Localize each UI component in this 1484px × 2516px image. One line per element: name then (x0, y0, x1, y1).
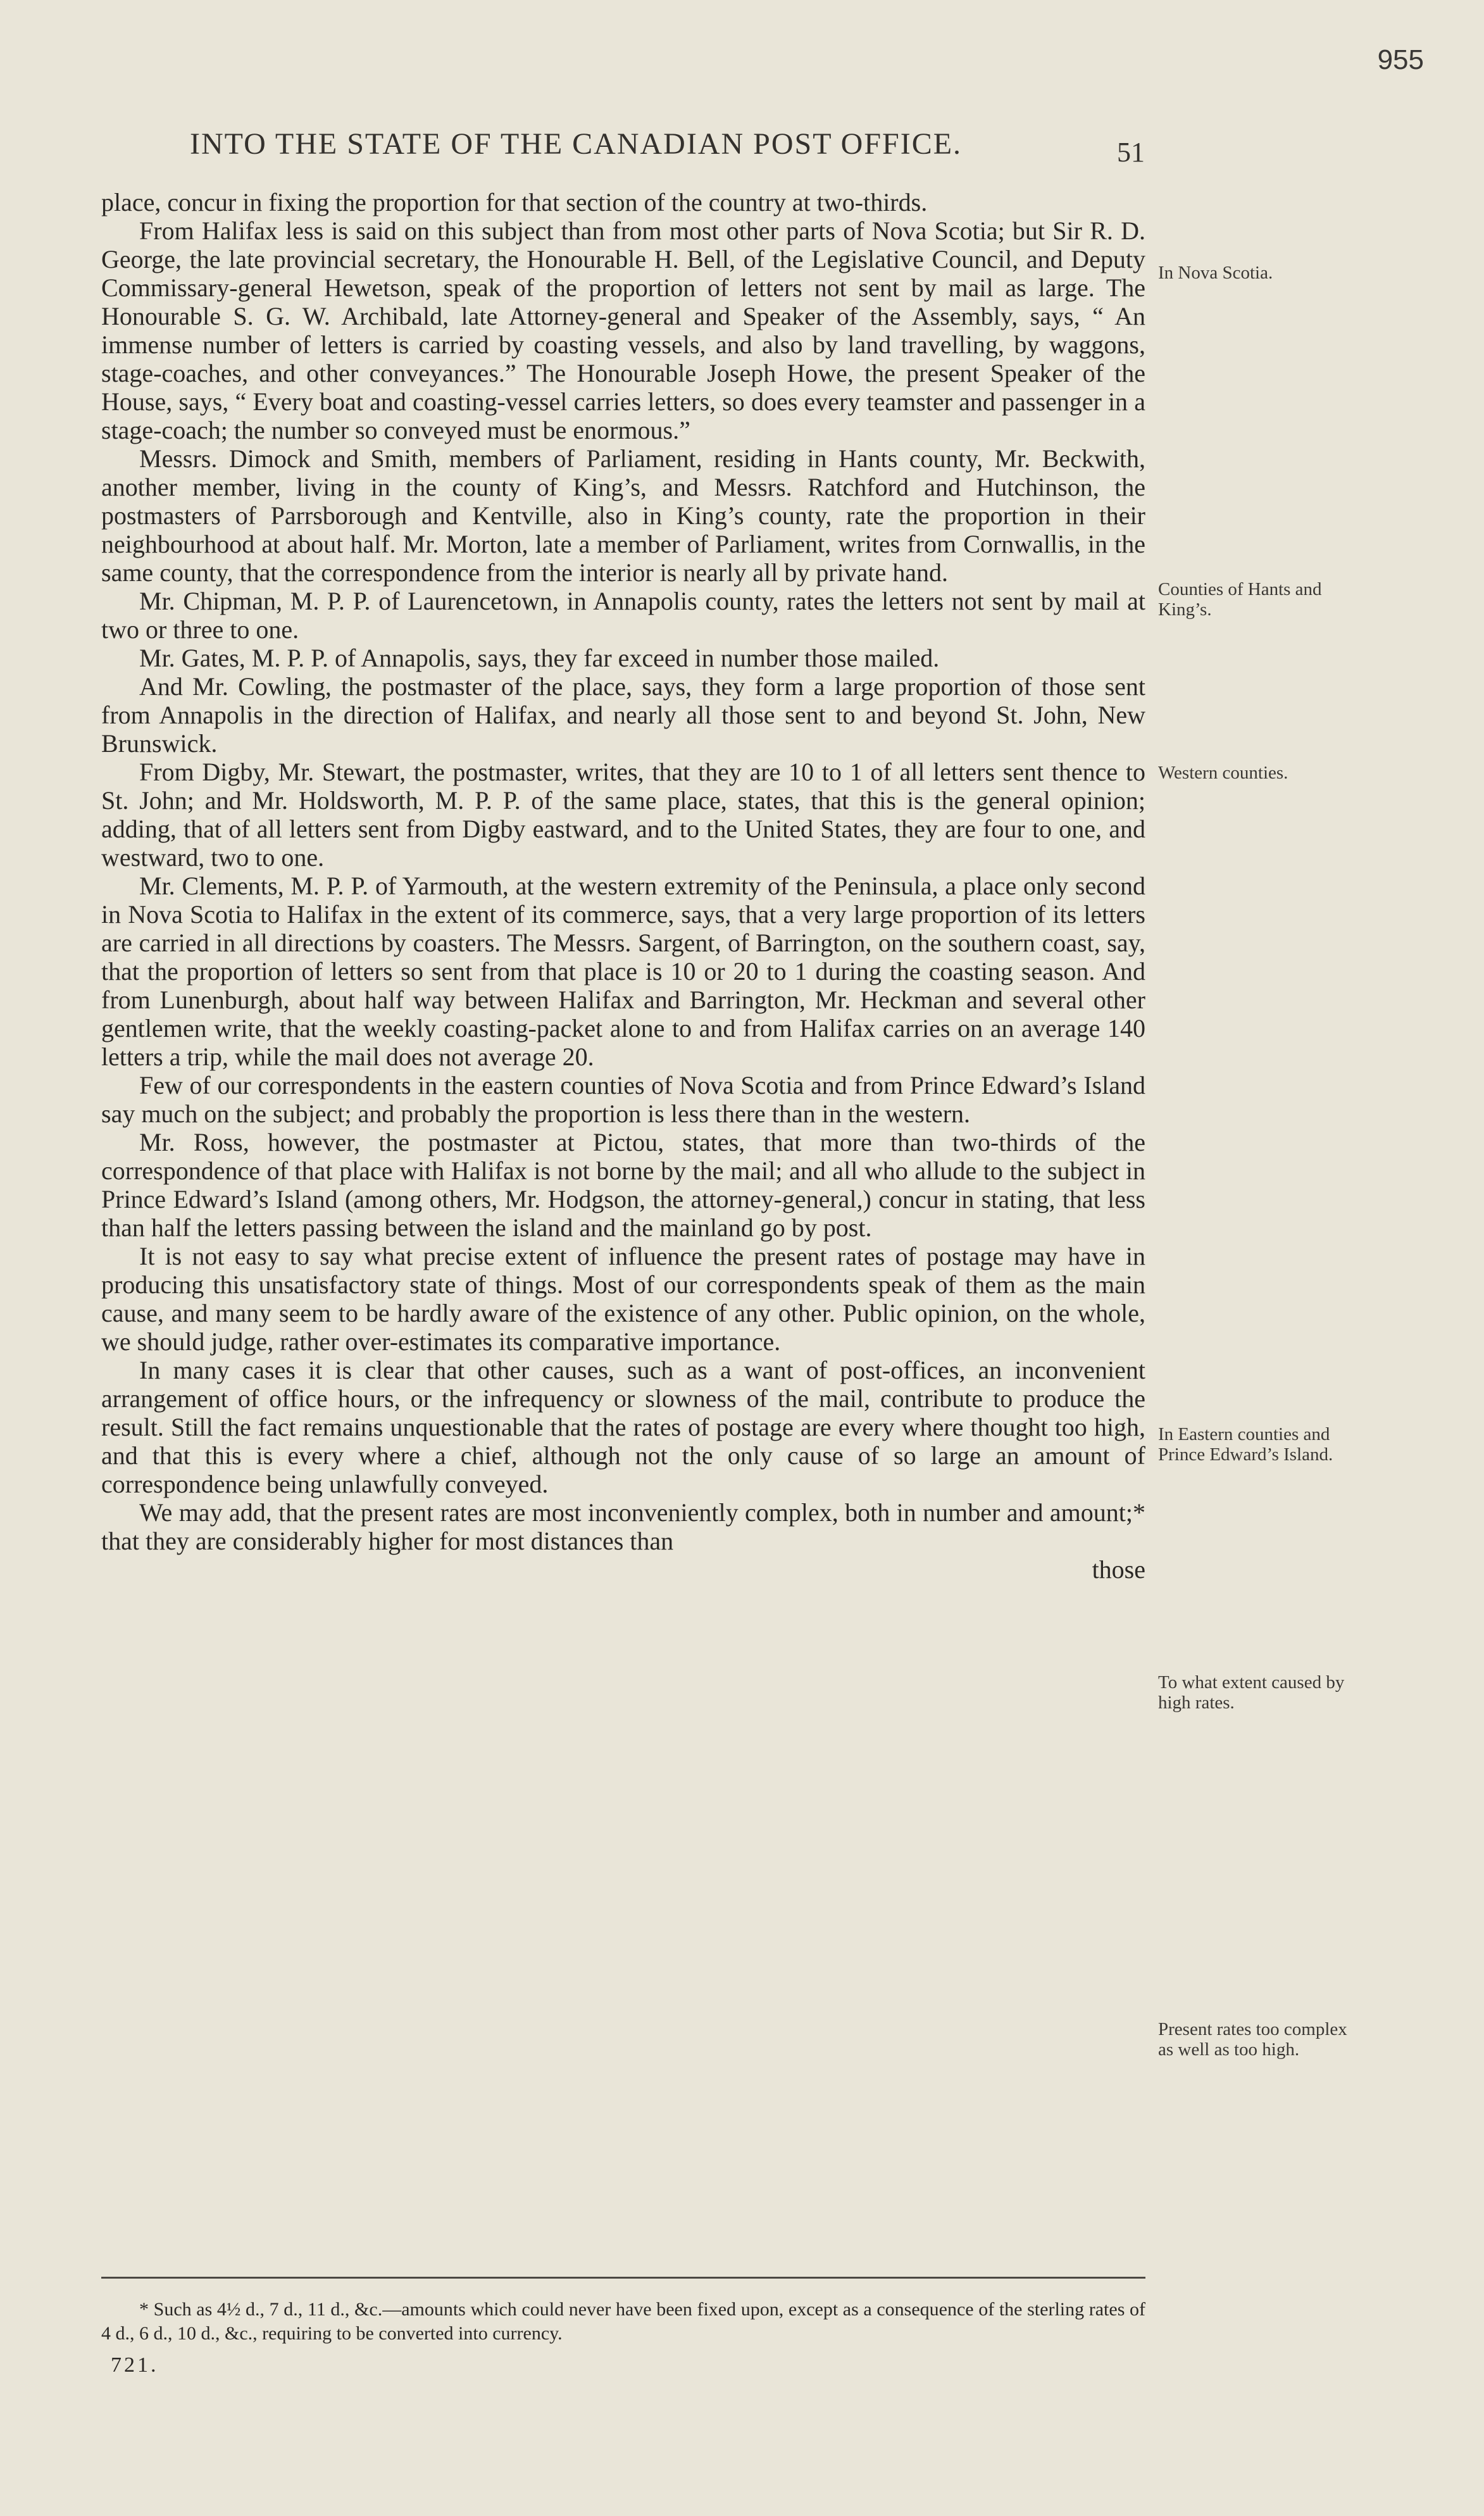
paragraph: place, concur in fixing the proportion for that section of the country at two-thirds. (101, 188, 928, 216)
margin-note-western-counties: Western counties. (1158, 763, 1288, 783)
paragraph: From Halifax less is said on this subject than from most other parts of Nova Scotia; but Sir R. D. George, the late provincial secretary, the Honourable H. Bell, of the Legislative Council, and Deputy Commissary-general Hewetson, speak of the proportion of letters not sent by mail as large. The Honourable S. G. W. Archibald, late Attorney-general and Speaker of the Assembly, says, “ An immense number of letters is carried by coasting vessels, and also by land travelling, by waggons, stage-coaches, and other conveyances.” The Honourable Joseph Howe, the present Speaker of the House, says, “ Every boat and coasting-vessel carries letters, so does every teamster and passenger in a stage-coach; the number so conveyed must be enormous.” (101, 216, 1145, 444)
paragraph: Messrs. Dimock and Smith, members of Parliament, residing in Hants county, Mr. Beckwith, another member, living in the county of King’s, and Messrs. Ratchford and Hutchinson, the postmasters of Parrsborough and Kentville, also in King’s county, rate the proportion in their neighbourhood at about half. Mr. Morton, late a member of Parliament, writes from Cornwallis, in the same county, that the correspondence from the interior is nearly all by private hand. (101, 444, 1145, 587)
paragraph: Mr. Clements, M. P. P. of Yarmouth, at the western extremity of the Peninsula, a place only second in Nova Scotia to Halifax in the extent of its commerce, says, that a very large proportion of its letters are carried in all directions by coasters. The Messrs. Sargent, of Barrington, on the southern coast, say, that the proportion of letters so sent from that place is 10 or 20 to 1 during the coasting season. And from Lunenburgh, about half way between Halifax and Barrington, Mr. Heckman and several other gentlemen write, that the weekly coasting-packet alone to and from Halifax carries on an average 140 letters a trip, while the mail does not average 20. (101, 872, 1145, 1071)
page-number: 51 (1117, 137, 1145, 168)
margin-note-hants-kings: Counties of Hants and King’s. (1158, 579, 1322, 620)
margin-note-high-rates: To what extent caused by high rates. (1158, 1672, 1345, 1713)
archive-page-stamp: 955 (1377, 44, 1424, 75)
paragraph: Mr. Gates, M. P. P. of Annapolis, says, they far exceed in number those mailed. (139, 644, 940, 672)
footnote-text: * Such as 4½ d., 7 d., 11 d., &c.—amounts which could never have been fixed upon, except as a consequence of the sterling rates of 4 d., 6 d., 10 d., &c., requiring to be converted into currency. (101, 2299, 1145, 2344)
paragraph: In many cases it is clear that other causes, such as a want of post-offices, an inconvenient arrangement of office hours, or the infrequency or slowness of the mail, contribute to produce the result. Still the fact remains unquestionable that the rates of postage are every where thought too high, and that this is every where a chief, although not the only cause of so large an amount of correspondence being unlawfully conveyed. (101, 1356, 1145, 1498)
catchword: those (1092, 1555, 1145, 1584)
footnote (101, 2298, 1145, 2346)
paragraph: Mr. Chipman, M. P. P. of Laurencetown, in Annapolis county, rates the letters not sent by mail at two or three to one. (101, 587, 1145, 644)
margin-note-complex-rates: Present rates too complex as well as too high. (1158, 2019, 1347, 2060)
running-head: INTO THE STATE OF THE CANADIAN POST OFFICE. (190, 127, 963, 161)
body-text (101, 188, 1145, 1584)
paragraph: And Mr. Cowling, the postmaster of the place, says, they form a large proportion of those sent from Annapolis in the direction of Halifax, and nearly all those sent to and beyond St. John, New Brunswick. (101, 672, 1145, 758)
printer-signature: 721. (111, 2353, 159, 2377)
paragraph: We may add, that the present rates are most inconveniently complex, both in number and amount;* that they are considerably higher for most distances than (101, 1498, 1145, 1555)
footnote-rule (101, 2277, 1145, 2279)
paragraph: From Digby, Mr. Stewart, the postmaster, writes, that they are 10 to 1 of all letters sent thence to St. John; and Mr. Holdsworth, M. P. P. of the same place, states, that this is the general opinion; adding, that of all letters sent from Digby eastward, and to the United States, they are four to one, and westward, two to one. (101, 758, 1145, 872)
margin-note-nova-scotia: In Nova Scotia. (1158, 263, 1273, 283)
margin-note-eastern-counties: In Eastern counties and Prince Edward’s Island. (1158, 1424, 1333, 1465)
paragraph: Few of our correspondents in the eastern counties of Nova Scotia and from Prince Edward’s Island say much on the subject; and probably the proportion is less there than in the western. (101, 1071, 1145, 1128)
paragraph: It is not easy to say what precise extent of influence the present rates of postage may have in producing this unsatisfactory state of things. Most of our correspondents speak of them as the main cause, and many seem to be hardly aware of the existence of any other. Public opinion, on the whole, we should judge, rather over-estimates its comparative importance. (101, 1242, 1145, 1356)
paragraph: Mr. Ross, however, the postmaster at Pictou, states, that more than two-thirds of the correspondence of that place with Halifax is not borne by the mail; and all who allude to the subject in Prince Edward’s Island (among others, Mr. Hodgson, the attorney-general,) concur in stating, that less than half the letters passing between the island and the mainland go by post. (101, 1128, 1145, 1242)
